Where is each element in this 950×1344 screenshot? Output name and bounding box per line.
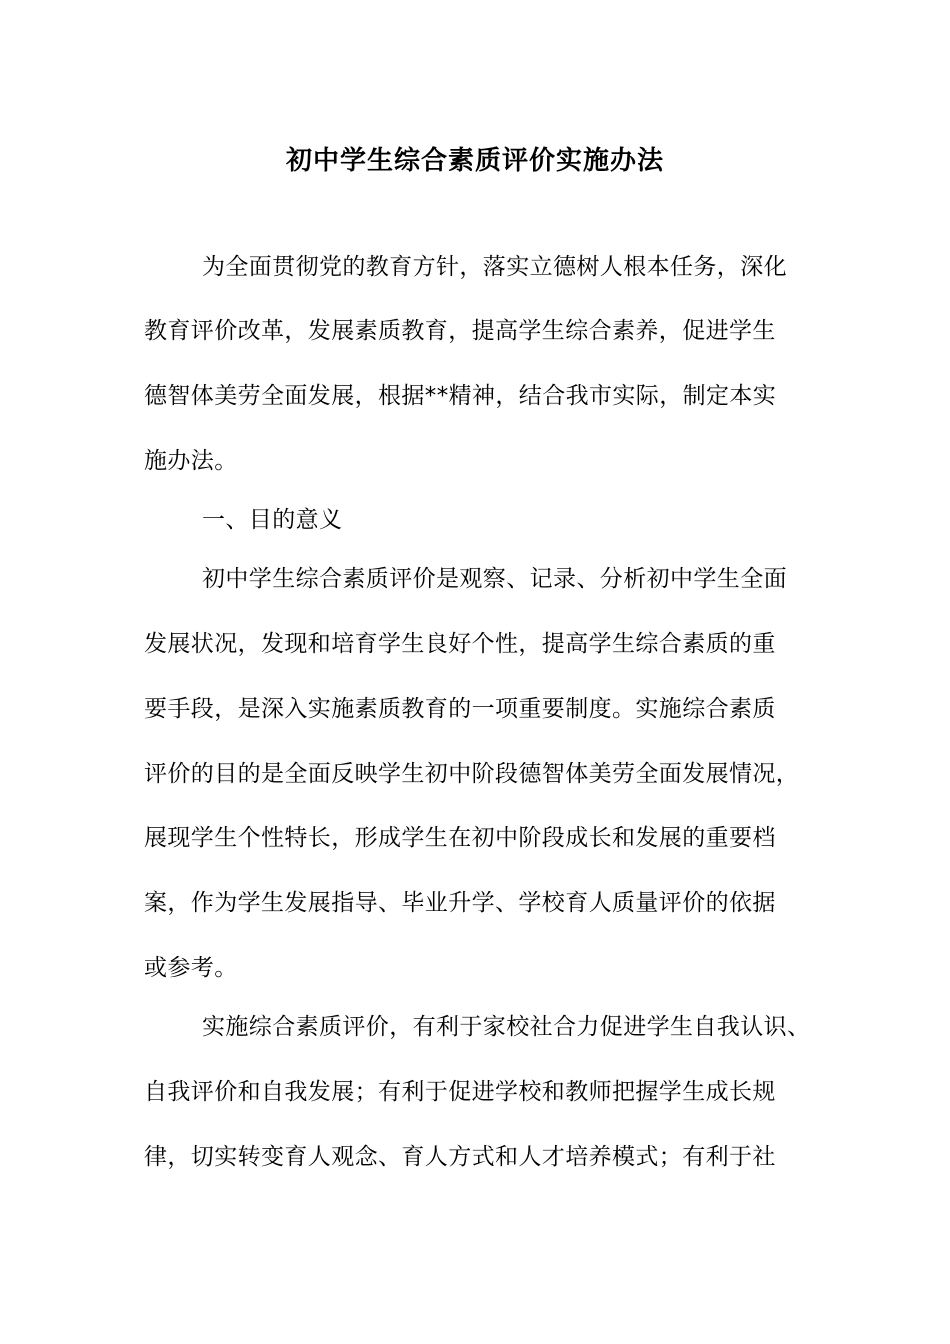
paragraph-line: 要手段，是深入实施素质教育的一项重要制度。实施综合素质 [144, 696, 776, 722]
paragraph-line: 教育评价改革，发展素质教育，提高学生综合素养，促进学生 [144, 318, 776, 344]
paragraph-line: 评价的目的是全面反映学生初中阶段德智体美劳全面发展情况， [144, 761, 800, 787]
paragraph-line: 德智体美劳全面发展，根据**精神，结合我市实际，制定本实 [144, 383, 777, 409]
paragraph-line: 为全面贯彻党的教育方针，落实立德树人根本任务，深化 [202, 254, 787, 280]
paragraph-line: 自我评价和自我发展；有利于促进学校和教师把握学生成长规 [144, 1079, 776, 1105]
paragraph-line: 施办法。 [144, 448, 238, 474]
document-title: 初中学生综合素质评价实施办法 [285, 146, 664, 176]
paragraph-line: 律，切实转变育人观念、育人方式和人才培养模式；有利于社 [144, 1144, 776, 1170]
paragraph-line: 实施综合素质评价，有利于家校社合力促进学生自我认识、 [202, 1014, 811, 1040]
paragraph-line: 展现学生个性特长，形成学生在初中阶段成长和发展的重要档 [144, 825, 776, 851]
paragraph-line: 发展状况，发现和培育学生良好个性，提高学生综合素质的重 [144, 631, 776, 657]
section-heading: 一、目的意义 [202, 507, 343, 533]
paragraph-line: 或参考。 [144, 955, 238, 981]
paragraph-line: 初中学生综合素质评价是观察、记录、分析初中学生全面 [202, 566, 787, 592]
paragraph-line: 案，作为学生发展指导、毕业升学、学校育人质量评价的依据 [144, 890, 776, 916]
